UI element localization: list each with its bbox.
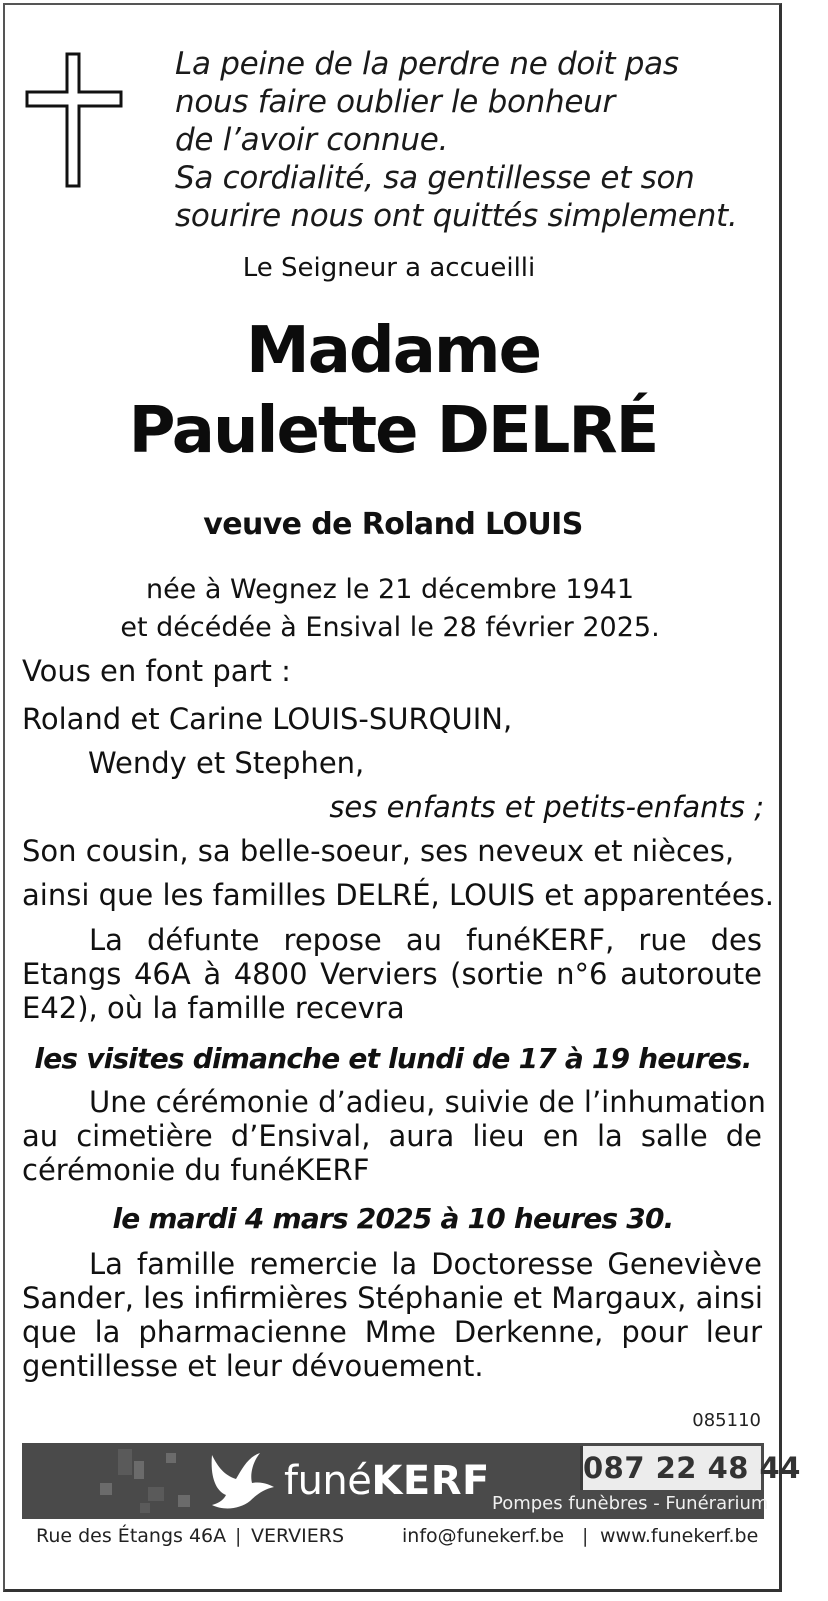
city: VERVIERS	[251, 1525, 345, 1547]
brand-bold: KERF	[371, 1458, 490, 1504]
quote-line: Sa cordialité, sa gentillesse et son	[175, 160, 695, 196]
thanks-line: Sander, les infirmières Stéphanie et Margaux, ainsi	[22, 1281, 763, 1315]
memorial-quote	[175, 45, 775, 235]
separator: |	[235, 1525, 242, 1547]
repose-line: La défunte repose au funéKERF, rue des	[89, 923, 762, 957]
quote-line: La peine de la perdre ne doit pas	[175, 46, 679, 82]
thanks-line: que la pharmacienne Mme Derkenne, pour leur	[22, 1315, 762, 1349]
ceremony-line: au cimetière d’Ensival, aura lieu en la salle de	[22, 1119, 762, 1153]
website-link[interactable]: www.funekerf.be	[600, 1525, 759, 1547]
relation-line: ses enfants et petits-enfants ;	[329, 790, 764, 824]
funeral-home-banner	[22, 1443, 801, 1519]
quote-line: sourire nous ont quittés simplement.	[175, 198, 738, 234]
children-line: Roland et Carine LOUIS-SURQUIN,	[22, 702, 513, 736]
contact-line	[22, 1521, 764, 1551]
quote-line: de l’avoir connue.	[175, 122, 449, 158]
reference-number: 085110	[692, 1410, 761, 1431]
decor-square	[100, 1483, 112, 1495]
ceremony-line: Une cérémonie d’adieu, suivie de l’inhumation	[89, 1085, 766, 1119]
brand-light: funé	[284, 1458, 372, 1504]
death-line: et décédée à Ensival le 28 février 2025.	[120, 612, 660, 643]
decor-square	[134, 1461, 144, 1479]
ceremony-time: le mardi 4 mars 2025 à 10 heures 30.	[112, 1202, 674, 1235]
thanks-line: gentillesse et leur dévouement.	[22, 1349, 484, 1383]
decor-square	[178, 1495, 190, 1507]
deceased-title: Madame	[246, 314, 540, 388]
email-link[interactable]: info@funekerf.be	[402, 1525, 565, 1547]
decor-square	[118, 1449, 132, 1475]
address: Rue des Étangs 46A	[36, 1525, 227, 1547]
ceremony-paragraph	[22, 1085, 766, 1187]
relatives-line: ainsi que les familles DELRÉ, LOUIS et apparentées.	[22, 878, 774, 912]
announcement-lead: Vous en font part :	[22, 654, 291, 688]
visiting-hours: les visites dimanche et lundi de 17 à 19 heures.	[34, 1042, 752, 1075]
widow-of: veuve de Roland LOUIS	[203, 507, 583, 542]
repose-line: Etangs 46A à 4800 Verviers (sortie n°6 autoroute	[22, 957, 762, 991]
repose-line: E42), où la famille recevra	[22, 991, 405, 1025]
services-text: Pompes funèbres - Funérarium	[492, 1493, 769, 1514]
brand-logo	[284, 1457, 490, 1505]
obituary-notice	[3, 3, 801, 1592]
dove-logo-icon	[198, 1447, 276, 1515]
relatives-line: Son cousin, sa belle-soeur, ses neveux et nièces,	[22, 834, 735, 868]
intro-text: Le Seigneur a accueilli	[242, 253, 536, 283]
separator: |	[582, 1525, 589, 1547]
quote-line: nous faire oublier le bonheur	[175, 84, 615, 120]
thanks-paragraph	[22, 1247, 762, 1383]
phone-number[interactable]: 087 22 48 44	[583, 1451, 801, 1485]
decor-square	[140, 1503, 150, 1513]
deceased-fullname: Paulette DELRÉ	[128, 394, 658, 468]
phone-box	[580, 1446, 801, 1490]
birth-line: née à Wegnez le 21 décembre 1941	[145, 574, 635, 605]
repose-paragraph	[22, 923, 762, 1025]
deceased-name	[5, 311, 781, 471]
grandchildren-line: Wendy et Stephen,	[88, 746, 365, 780]
ceremony-line: cérémonie du funéKERF	[22, 1153, 370, 1187]
latin-cross-icon	[25, 52, 123, 188]
decor-square	[166, 1453, 176, 1463]
life-dates	[5, 571, 781, 647]
decor-square	[148, 1487, 164, 1501]
thanks-line: La famille remercie la Doctoresse Geneviève	[89, 1247, 762, 1281]
